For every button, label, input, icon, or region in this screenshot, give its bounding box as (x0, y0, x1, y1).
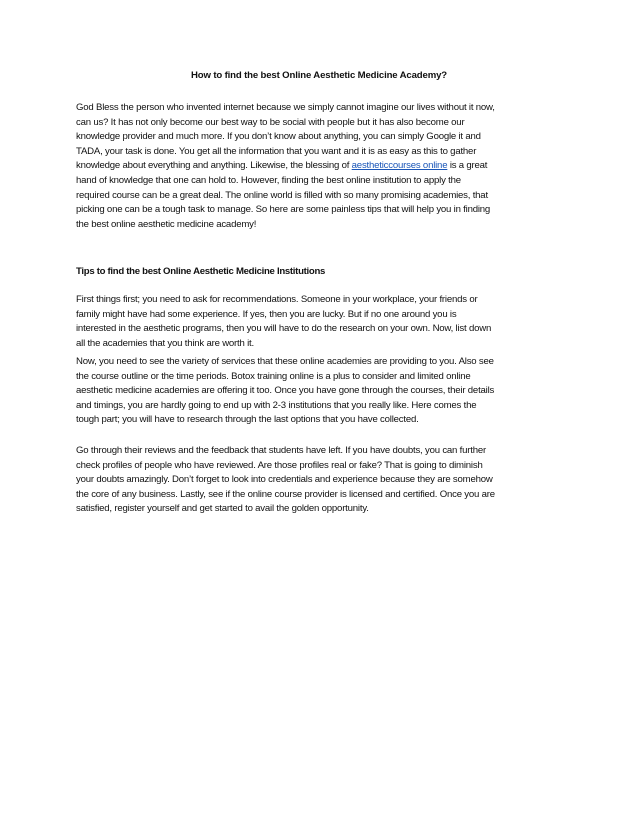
paragraph-line: check profiles of people who have reviewed. Are those profiles real or fake? That is going to diminish (76, 459, 483, 471)
paragraph-line: the course outline or the time periods. Botox training online is a plus to consider and limited online (76, 370, 471, 382)
intro-line: knowledge provider and much more. If you don’t know about anything, you can simply Google it and (76, 131, 481, 143)
recommendations-paragraph (76, 293, 566, 351)
reviews-paragraph (76, 444, 566, 517)
paragraph-line: the core of any business. Lastly, see if the online course provider is licensed and certified. Once you are (76, 488, 495, 500)
intro-line-part: is a great (449, 160, 488, 172)
intro-line: the best online aesthetic medicine academy! (76, 218, 257, 230)
intro-line: God Bless the person who invented internet because we simply cannot imagine our lives without it now, (76, 102, 495, 113)
tips-heading: Tips to find the best Online Aesthetic Medicine Institutions (76, 266, 326, 277)
intro-paragraph (76, 101, 566, 232)
services-paragraph (76, 355, 566, 428)
paragraph-line: your doubts amazingly. Don’t forget to look into credentials and experience because they are somehow (76, 474, 493, 486)
aesthetic-courses-link[interactable]: aestheticcourses online (351, 160, 448, 172)
paragraph-line: interested in the aesthetic programs, then you will have to do the research on your own. Now, list down (76, 323, 492, 335)
intro-line: picking one can be a tough task to manage. So here are some painless tips that will help you in finding (76, 204, 491, 216)
paragraph-line: tough part; you will have to research through the last options that you have collected. (76, 414, 419, 426)
paragraph-line: aesthetic medicine academies are offering it too. Once you have gone through the courses, their details (76, 385, 495, 397)
paragraph-line: and timings, you are hardly going to end up with 2-3 institutions that you really like. Here comes the (76, 399, 477, 411)
paragraph-line: Now, you need to see the variety of services that these online academies are providing to you. Also see (76, 356, 494, 367)
intro-line: TADA, your task is done. You get all the information that you want and it is as easy as this to gather (76, 145, 477, 157)
paragraph-line: family might have had some experience. If yes, then you are lucky. But if no one around you is (76, 308, 457, 320)
paragraph-line: Go through their reviews and the feedback that students have left. If you have doubts, you can further (76, 445, 486, 456)
intro-line: can us? It has not only become our best way to be social with people but it has also become our (76, 116, 465, 128)
intro-line: hand of knowledge that one can hold to. However, finding the best online institution to apply the (76, 174, 461, 186)
intro-line-with-link (76, 159, 566, 174)
paragraph-line: First things first; you need to ask for recommendations. Someone in your workplace, your friends or (76, 294, 478, 305)
intro-line: required course can be a great deal. The online world is filled with so many promising academies, that (76, 189, 488, 201)
intro-line-part: knowledge about everything and anything. Likewise, the blessing of (76, 160, 350, 172)
document-title: How to find the best Online Aesthetic Medicine Academy? (191, 70, 447, 81)
paragraph-line: all the academies that you think are worth it. (76, 337, 254, 349)
paragraph-line: satisfied, register yourself and get started to avail the golden opportunity. (76, 503, 369, 515)
